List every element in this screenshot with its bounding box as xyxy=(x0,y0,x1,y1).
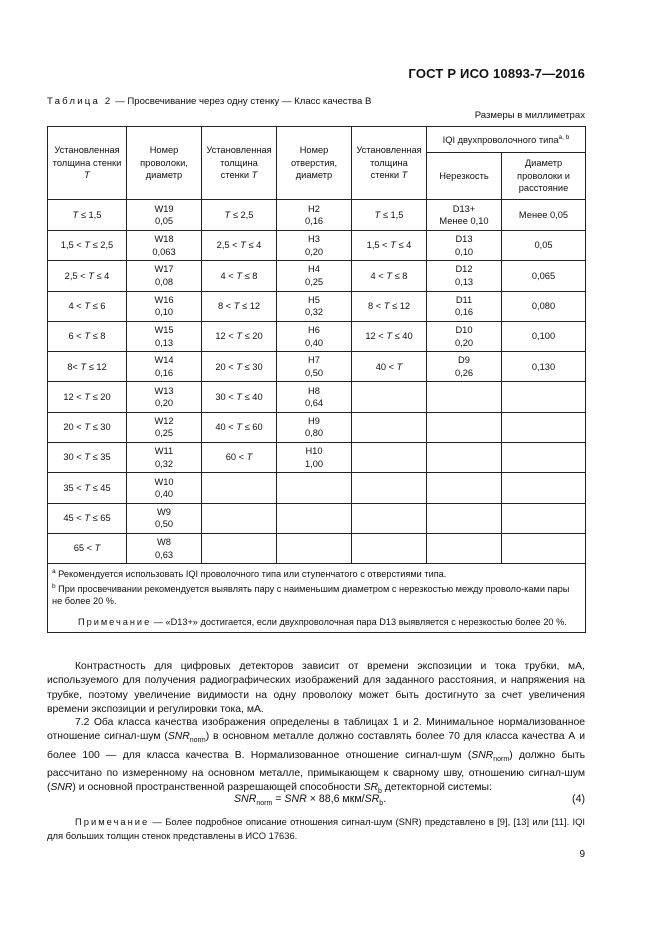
thickness-cell xyxy=(352,412,427,442)
unsharpness-cell xyxy=(427,412,502,442)
unsharpness-cell xyxy=(427,533,502,563)
thickness-cell xyxy=(352,503,427,533)
formula-expression: $SNR_{norm}$ = SNR × 88,6 мкм/$SR_b$. xyxy=(234,793,387,808)
table-row xyxy=(48,533,586,563)
table-row xyxy=(48,291,586,321)
wire-cell: W8 0,63 xyxy=(127,533,202,563)
unsharpness-cell: D10 0,20 xyxy=(427,321,502,351)
wire-cell: W19 0,05 xyxy=(127,200,202,231)
thickness-cell: T ≤ 1,5 xyxy=(352,200,427,231)
thickness-cell: 60 < T xyxy=(202,443,277,473)
thickness-cell: 40 < T ≤ 60 xyxy=(202,412,277,442)
wire-cell: W12 0,25 xyxy=(127,412,202,442)
thickness-cell xyxy=(202,473,277,503)
footnote-a: $^a$ Рекомендуется использовать IQI проволочного типа или ступенчатого с отверстиями типа. xyxy=(52,568,447,580)
thickness-cell xyxy=(202,503,277,533)
hole-cell: H2 0,16 xyxy=(277,200,352,231)
unsharpness-cell: D13 0,10 xyxy=(427,231,502,261)
duplex-diameter-cell xyxy=(502,443,586,473)
hole-cell: H3 0,20 xyxy=(277,231,352,261)
header-cell: Установленная толщина стенки T xyxy=(48,127,127,200)
formula-number: (4) xyxy=(572,793,585,805)
header-cell: Номер проволоки, диаметр xyxy=(127,127,202,200)
thickness-cell: 12 < T ≤ 20 xyxy=(202,321,277,351)
wire-cell: W10 0,40 xyxy=(127,473,202,503)
hole-cell: H10 1,00 xyxy=(277,443,352,473)
table-caption-label: Таблица 2 xyxy=(47,96,113,107)
thickness-cell: 65 < T xyxy=(48,533,127,563)
table-row xyxy=(48,443,586,473)
paragraph-7-2: 7.2 Оба класса качества изображения определены в таблицах 1 и 2. Минимальное нормализованное отношение сигнал-шум $(SNR_{norm})$ в основном металле должно составлять более 70 для класса качества А и более 100 — для класса качества В. Нормализованное отношение сигнал-шум $(SNR_{norm})$ должно быть рассчитано по измеренному на основном металле, примыкающем к сварному шву, отношению сигнал-шум (SNR) и основной пространственной разрешающей способности $SR_b$ детекторной системы: xyxy=(47,717,586,796)
wire-cell: W13 0,20 xyxy=(127,382,202,412)
thickness-cell: 2,5 < T ≤ 4 xyxy=(48,261,127,291)
table-header-row xyxy=(48,127,586,153)
table-row xyxy=(48,231,586,261)
table-notes-row xyxy=(48,564,586,633)
duplex-diameter-cell xyxy=(502,533,586,563)
duplex-diameter-cell xyxy=(502,382,586,412)
note-snr: Примечание — Более подробное описание отношения сигнал-шум (SNR) представлено в [9], [13] или [11]. IQI для больших толщин стенок представлены в ИСО 17636. xyxy=(47,816,585,841)
footnote-b: $^b$ При просвечивании рекомендуется выявлять пару с наименьшим диаметром с нерезкостью между проволо-ками пары не более 20 %. xyxy=(52,582,570,607)
thickness-cell: 30 < T ≤ 35 xyxy=(48,443,127,473)
hole-cell xyxy=(277,533,352,563)
wire-cell: W15 0,13 xyxy=(127,321,202,351)
page-number: 9 xyxy=(579,849,585,860)
thickness-cell: 40 < T xyxy=(352,352,427,382)
wire-cell: W17 0,08 xyxy=(127,261,202,291)
table-caption-text: — Просвечивание через одну стенку — Класс качества В xyxy=(112,96,372,107)
table-row xyxy=(48,412,586,442)
table-row xyxy=(48,200,586,231)
unsharpness-cell xyxy=(427,382,502,412)
hole-cell: H5 0,32 xyxy=(277,291,352,321)
quality-table xyxy=(47,126,586,633)
table-row xyxy=(48,352,586,382)
unsharpness-cell: D13+ Менее 0,10 xyxy=(427,200,502,231)
unsharpness-cell: D12 0,13 xyxy=(427,261,502,291)
thickness-cell xyxy=(352,382,427,412)
table-notes xyxy=(48,564,586,633)
duplex-diameter-cell: 0,130 xyxy=(502,352,586,382)
thickness-cell: 20 < T ≤ 30 xyxy=(202,352,277,382)
unsharpness-cell xyxy=(427,503,502,533)
thickness-cell xyxy=(352,473,427,503)
table-caption xyxy=(47,96,371,107)
thickness-cell: T ≤ 2,5 xyxy=(202,200,277,231)
thickness-cell: 45 < T ≤ 65 xyxy=(48,503,127,533)
thickness-cell: 12 < T ≤ 20 xyxy=(48,382,127,412)
thickness-cell: 1,5 < T ≤ 2,5 xyxy=(48,231,127,261)
header-cell: Нерезкость xyxy=(427,153,502,200)
header-cell: Установленная толщина стенки T xyxy=(352,127,427,200)
thickness-cell: 4 < T ≤ 6 xyxy=(48,291,127,321)
unsharpness-cell xyxy=(427,443,502,473)
hole-cell xyxy=(277,503,352,533)
thickness-cell: 6 < T ≤ 8 xyxy=(48,321,127,351)
header-group-cell: IQI двухпроволочного типа$^{a, b}$ xyxy=(427,127,586,153)
unsharpness-cell xyxy=(427,473,502,503)
table-note: Примечание — «D13+» достигается, если двухпроволочная пара D13 выявляется с нерезкостью более 20 %. xyxy=(78,616,567,627)
thickness-cell: 30 < T ≤ 40 xyxy=(202,382,277,412)
hole-cell: H6 0,40 xyxy=(277,321,352,351)
duplex-diameter-cell: 0,065 xyxy=(502,261,586,291)
unsharpness-cell: D11 0,16 xyxy=(427,291,502,321)
paragraph-contrast: Контрастность для цифровых детекторов зависит от времени экспозиции и тока трубки, мА, используемого для получения радиографических изображений для заданного расстояния, и напряжения на трубке, поэтому увеличение видимости на одну проволоку может быть достигнуто за счет увеличения времени экспозиции и регулировки тока, мА. xyxy=(47,661,585,715)
header-cell: Установленная толщина стенки T xyxy=(202,127,277,200)
table-row xyxy=(48,261,586,291)
thickness-cell xyxy=(352,443,427,473)
hole-cell xyxy=(277,473,352,503)
duplex-diameter-cell xyxy=(502,503,586,533)
hole-cell: H7 0,50 xyxy=(277,352,352,382)
hole-cell: H4 0,25 xyxy=(277,261,352,291)
thickness-cell: 8 < T ≤ 12 xyxy=(202,291,277,321)
table-row xyxy=(48,382,586,412)
thickness-cell: 4 < T ≤ 8 xyxy=(352,261,427,291)
wire-cell: W11 0,32 xyxy=(127,443,202,473)
thickness-cell xyxy=(202,533,277,563)
wire-cell: W14 0,16 xyxy=(127,352,202,382)
document-standard-code: ГОСТ Р ИСО 10893-7—2016 xyxy=(408,66,585,81)
thickness-cell: 8 < T ≤ 12 xyxy=(352,291,427,321)
thickness-cell: 35 < T ≤ 45 xyxy=(48,473,127,503)
table-units: Размеры в миллиметрах xyxy=(474,110,585,121)
duplex-diameter-cell xyxy=(502,473,586,503)
thickness-cell: 12 < T ≤ 40 xyxy=(352,321,427,351)
wire-cell: W16 0,10 xyxy=(127,291,202,321)
thickness-cell: 2,5 < T ≤ 4 xyxy=(202,231,277,261)
header-cell: Диаметр проволоки и расстояние xyxy=(502,153,586,200)
table-row xyxy=(48,321,586,351)
thickness-cell: T ≤ 1,5 xyxy=(48,200,127,231)
hole-cell: H8 0,64 xyxy=(277,382,352,412)
header-cell: Номер отверстия, диаметр xyxy=(277,127,352,200)
wire-cell: W9 0,50 xyxy=(127,503,202,533)
table-row xyxy=(48,503,586,533)
wire-cell: W18 0,063 xyxy=(127,231,202,261)
thickness-cell: 8< T ≤ 12 xyxy=(48,352,127,382)
unsharpness-cell: D9 0,26 xyxy=(427,352,502,382)
hole-cell: H9 0,80 xyxy=(277,412,352,442)
thickness-cell xyxy=(352,533,427,563)
duplex-diameter-cell: 0,100 xyxy=(502,321,586,351)
duplex-diameter-cell: 0,05 xyxy=(502,231,586,261)
duplex-diameter-cell xyxy=(502,412,586,442)
duplex-diameter-cell: Менее 0,05 xyxy=(502,200,586,231)
duplex-diameter-cell: 0,080 xyxy=(502,291,586,321)
thickness-cell: 20 < T ≤ 30 xyxy=(48,412,127,442)
table-row xyxy=(48,473,586,503)
thickness-cell: 4 < T ≤ 8 xyxy=(202,261,277,291)
thickness-cell: 1,5 < T ≤ 4 xyxy=(352,231,427,261)
